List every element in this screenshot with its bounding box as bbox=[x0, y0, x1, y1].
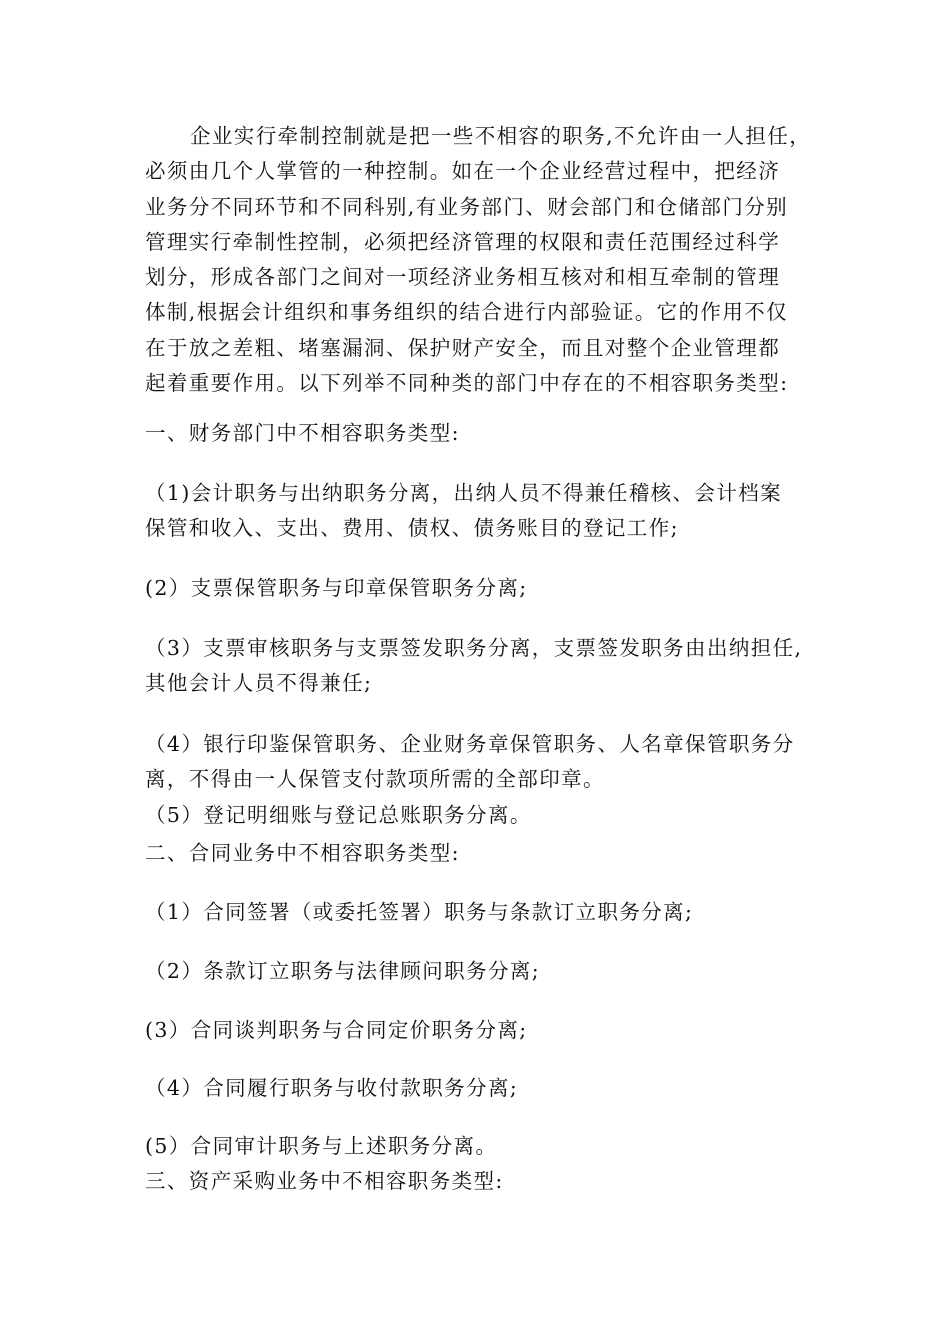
finance-item-4-line1: （4）银行印鉴保管职务、企业财务章保管职务、人名章保管职务分 bbox=[145, 732, 795, 756]
intro-line: 体制,根据会计组织和事务组织的结合进行内部验证。它的作用不仅 bbox=[145, 300, 789, 325]
finance-item-4-line2: 离，不得由一人保管支付款项所需的全部印章。 bbox=[145, 767, 605, 791]
contract-item-4: （4）合同履行职务与收付款职务分离; bbox=[145, 1076, 519, 1100]
contract-item-3: (3）合同谈判职务与合同定价职务分离; bbox=[145, 1018, 528, 1042]
section-heading-finance: 一、财务部门中不相容职务类型: bbox=[145, 421, 460, 445]
finance-item-3-line2: 其他会计人员不得兼任; bbox=[145, 671, 373, 695]
intro-line: 业务分不同环节和不同科别,有业务部门、财会部门和仓储部门分别 bbox=[145, 194, 789, 219]
section-heading-contract: 二、合同业务中不相容职务类型: bbox=[145, 841, 460, 865]
contract-item-5: (5）合同审计职务与上述职务分离。 bbox=[145, 1134, 498, 1158]
intro-line: 起着重要作用。以下列举不同种类的部门中存在的不相容职务类型: bbox=[145, 371, 789, 396]
intro-line: 在于放之差粗、堵塞漏洞、保护财产安全，而且对整个企业管理都 bbox=[145, 335, 781, 360]
intro-paragraph bbox=[145, 119, 813, 401]
finance-item-1-line2: 保管和收入、支出、费用、债权、债务账目的登记工作; bbox=[145, 516, 679, 540]
finance-item-1-line1: （1)会计职务与出纳职务分离，出纳人员不得兼任稽核、会计档案 bbox=[145, 481, 783, 505]
intro-line: 管理实行牵制性控制，必须把经济管理的权限和责任范围经过科学 bbox=[145, 229, 781, 254]
intro-line: 划分，形成各部门之间对一项经济业务相互核对和相互牵制的管理 bbox=[145, 265, 781, 290]
contract-item-2: （2）条款订立职务与法律顾问职务分离; bbox=[145, 959, 541, 983]
finance-item-2: (2）支票保管职务与印章保管职务分离; bbox=[145, 576, 528, 600]
finance-item-3-line1: （3）支票审核职务与支票签发职务分离，支票签发职务由出纳担任, bbox=[145, 636, 803, 660]
section-heading-procurement: 三、资产采购业务中不相容职务类型: bbox=[145, 1169, 504, 1193]
contract-item-1: （1）合同签署（或委托签署）职务与条款订立职务分离; bbox=[145, 900, 694, 924]
intro-line: 必须由几个人掌管的一种控制。如在一个企业经营过程中，把经济 bbox=[145, 159, 781, 184]
finance-item-5: （5）登记明细账与登记总账职务分离。 bbox=[145, 803, 532, 827]
intro-line: 企业实行牵制控制就是把一些不相容的职务,不允许由一人担任， bbox=[190, 124, 812, 148]
